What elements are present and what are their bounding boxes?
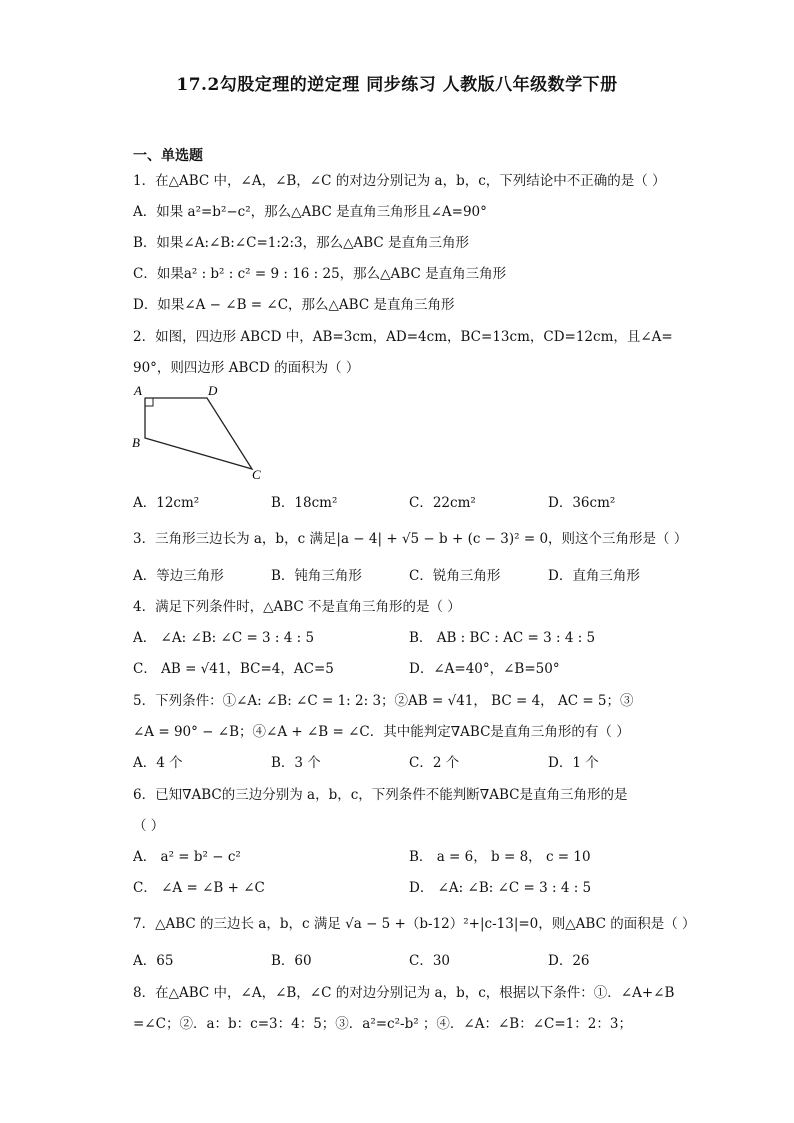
q4-option-a[interactable]: A． ∠A: ∠B: ∠C = 3 : 4 : 5 <box>133 630 315 646</box>
q7-option-c[interactable]: C．30 <box>409 953 451 969</box>
q6-option-c[interactable]: C． ∠A = ∠B + ∠C <box>133 880 265 896</box>
quadrilateral-figure <box>130 383 270 483</box>
q7-option-b[interactable]: B．60 <box>271 953 312 969</box>
q4-option-c[interactable]: C． AB = √41，BC=4，AC=5 <box>133 661 334 677</box>
q4-stem: 4．满足下列条件时，△ABC 不是直角三角形的是（ ） <box>133 599 461 615</box>
q1-option-c[interactable]: C．如果a² : b² : c² = 9 : 16 : 25，那么△ABC 是直角三角形 <box>133 266 507 282</box>
quadrilateral-outline <box>145 398 252 469</box>
q2-option-b[interactable]: B．18cm² <box>271 495 338 511</box>
q7-stem: 7．△ABC 的三边长 a，b，c 满足 √a − 5 +（b-12）²+|c-13|=0，则△ABC 的面积是（ ） <box>133 916 696 932</box>
q3-stem: 3．三角形三边长为 a，b，c 满足|a − 4| + √5 − b + (c − 3)² = 0，则这个三角形是（ ） <box>133 531 688 547</box>
q5-stem-line1: 5．下列条件：①∠A: ∠B: ∠C = 1: 2: 3；②AB = √41， BC = 4， AC = 5；③ <box>133 693 634 709</box>
q1-stem: 1．在△ABC 中，∠A，∠B，∠C 的对边分别记为 a，b，c，下列结论中不正确的是（ ） <box>133 173 666 189</box>
q3-option-b[interactable]: B．钝角三角形 <box>271 568 362 584</box>
q2-option-c[interactable]: C．22cm² <box>409 495 476 511</box>
q8-stem-line1: 8．在△ABC 中，∠A，∠B，∠C 的对边分别记为 a，b，c，根据以下条件：①．∠A+∠B <box>133 985 675 1001</box>
q5-option-d[interactable]: D．1 个 <box>548 755 599 771</box>
q8-stem-line2: =∠C；②．a：b：c=3：4：5；③．a²=c²-b² ；④．∠A：∠B：∠C=1：2：3； <box>133 1016 632 1032</box>
q4-option-d[interactable]: D．∠A=40°，∠B=50° <box>409 661 560 677</box>
q2-stem-line2: 90°，则四边形 ABCD 的面积为（ ） <box>133 360 360 376</box>
q3-option-c[interactable]: C．锐角三角形 <box>409 568 501 584</box>
vertex-label-b: B <box>132 435 140 450</box>
q6-stem-line1: 6．已知∇ABC的三边分别为 a，b，c，下列条件不能判断∇ABC是直角三角形的是 <box>133 787 628 803</box>
q6-option-d[interactable]: D． ∠A: ∠B: ∠C = 3 : 4 : 5 <box>409 880 592 896</box>
q7-option-a[interactable]: A．65 <box>133 953 174 969</box>
q5-option-a[interactable]: A．4 个 <box>133 755 183 771</box>
q5-stem-line2: ∠A = 90° − ∠B；④∠A + ∠B = ∠C．其中能判定∇ABC是直角三角形的有（ ） <box>133 724 630 740</box>
q6-option-b[interactable]: B． a = 6， b = 8， c = 10 <box>409 849 591 865</box>
section-heading: 一、单选题 <box>133 148 203 164</box>
q6-stem-line2: （ ） <box>133 818 165 834</box>
q1-option-b[interactable]: B．如果∠A:∠B:∠C=1:2:3，那么△ABC 是直角三角形 <box>133 235 470 251</box>
vertex-label-d: D <box>208 383 218 398</box>
vertex-label-a: A <box>134 383 142 398</box>
q3-option-d[interactable]: D．直角三角形 <box>548 568 640 584</box>
q2-option-a[interactable]: A．12cm² <box>133 495 200 511</box>
q7-option-d[interactable]: D．26 <box>548 953 590 969</box>
q5-option-b[interactable]: B．3 个 <box>271 755 321 771</box>
vertex-label-c: C <box>252 467 261 482</box>
right-angle-mark <box>145 398 153 406</box>
q1-option-a[interactable]: A．如果 a²=b²−c²，那么△ABC 是直角三角形且∠A=90° <box>133 204 487 220</box>
q4-option-b[interactable]: B． AB : BC : AC = 3 : 4 : 5 <box>409 630 596 646</box>
q6-option-a[interactable]: A． a² = b² − c² <box>133 849 241 865</box>
page-title: 17.2勾股定理的逆定理 同步练习 人教版八年级数学下册 <box>176 75 618 95</box>
q3-option-a[interactable]: A．等边三角形 <box>133 568 224 584</box>
q1-option-d[interactable]: D．如果∠A − ∠B = ∠C，那么△ABC 是直角三角形 <box>133 297 455 313</box>
q5-option-c[interactable]: C．2 个 <box>409 755 460 771</box>
q2-stem-line1: 2．如图，四边形 ABCD 中，AB=3cm，AD=4cm，BC=13cm，CD=12cm，且∠A= <box>133 329 673 345</box>
q2-option-d[interactable]: D．36cm² <box>548 495 616 511</box>
